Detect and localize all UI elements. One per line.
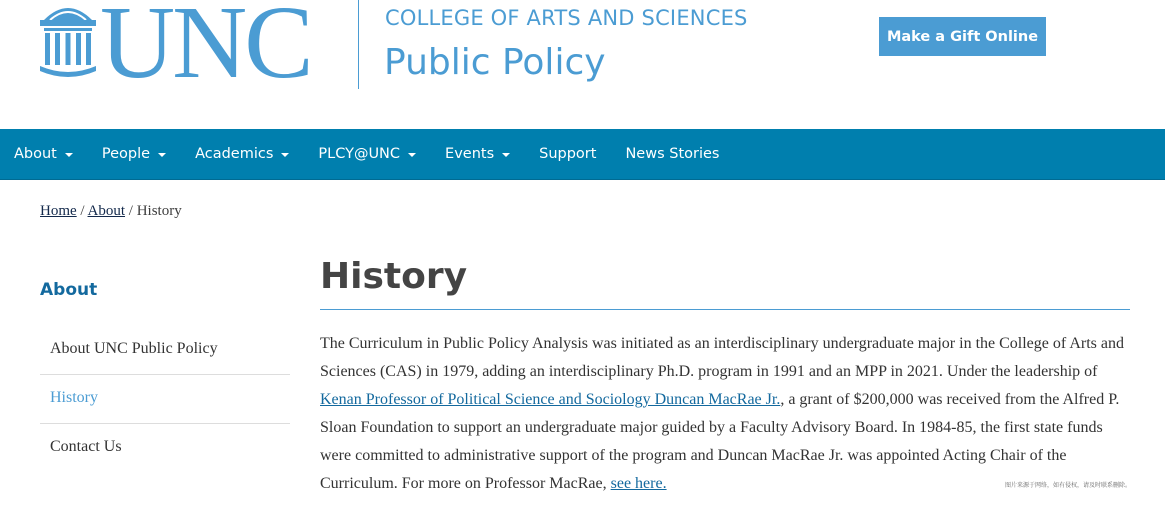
nav-item-label: About (14, 146, 57, 162)
nav-item-people[interactable] (102, 146, 166, 162)
old-well-icon (38, 0, 98, 80)
nav-item-label: Academics (195, 146, 274, 162)
sidebar-title: About (40, 280, 98, 300)
breadcrumb-current: History (136, 203, 182, 219)
unc-logo[interactable] (38, 0, 338, 100)
college-name[interactable]: COLLEGE OF ARTS AND SCIENCES (385, 6, 748, 30)
site-header (0, 0, 1165, 129)
paragraph-text: , a grant of $200,000 was received from the Alfred P. Sloan Foundation to support an undergraduate major guided by a Faculty Advisory Board. In 1984-85, the first state funds were committed to administrative support of the program and Duncan MacRae Jr. was appointed Acting Chair of the Curriculum. For more on Professor MacRae, (320, 391, 1120, 492)
sidebar-item-about-unc-public-policy[interactable]: About UNC Public Policy (40, 326, 290, 375)
paragraph-text: The Curriculum in Public Policy Analysis was initiated as an interdisciplinary undergraduate major in the College of Arts and Sciences (CAS) in 1979, adding an interdisciplinary Ph.D. program in 1991 and an MPP in 2021. Under the leadership of (320, 335, 1124, 380)
breadcrumb-home-link[interactable]: Home (40, 203, 77, 219)
page-title: History (320, 256, 468, 297)
breadcrumb-separator: / (80, 203, 85, 219)
sidebar-item-history[interactable]: History (40, 375, 290, 424)
nav-item-label: News Stories (625, 146, 720, 162)
nav-item-news-stories[interactable] (625, 146, 719, 162)
nav-item-about[interactable] (14, 146, 73, 162)
header-divider (358, 0, 359, 89)
see-here-link[interactable]: see here. (610, 475, 667, 492)
sidebar-list (40, 326, 290, 473)
history-paragraph (320, 330, 1130, 498)
nav-item-events[interactable] (445, 146, 510, 162)
nav-item-support[interactable] (539, 146, 596, 162)
nav-item-label: Events (445, 146, 495, 162)
breadcrumb (40, 203, 182, 220)
breadcrumb-about-link[interactable]: About (87, 203, 126, 219)
watermark-text: 图片来源于网络，如有侵权，请及时联系删除。 (1005, 482, 1132, 489)
caret-down-icon (65, 153, 73, 157)
title-divider (320, 309, 1130, 310)
nav-item-label: People (101, 146, 151, 162)
main-nav (0, 129, 1165, 180)
breadcrumb-separator: / (128, 203, 133, 219)
unc-wordmark[interactable]: UNC (100, 0, 311, 100)
department-name[interactable]: Public Policy (384, 42, 606, 83)
nav-item-plcy-at-unc[interactable] (318, 146, 416, 162)
sidebar-item-contact-us[interactable]: Contact Us (50, 438, 122, 455)
caret-down-icon (408, 153, 416, 157)
sidebar (40, 276, 290, 473)
caret-down-icon (281, 153, 289, 157)
nav-item-label: Support (539, 146, 597, 162)
nav-item-label: PLCY@UNC (318, 146, 401, 162)
main-content (320, 254, 1130, 514)
caret-down-icon (502, 153, 510, 157)
caret-down-icon (158, 153, 166, 157)
nav-item-academics[interactable] (195, 146, 289, 162)
macrae-profile-link[interactable]: Kenan Professor of Political Science and Sociology Duncan MacRae Jr. (320, 391, 781, 408)
make-a-gift-button[interactable]: Make a Gift Online (879, 17, 1046, 56)
